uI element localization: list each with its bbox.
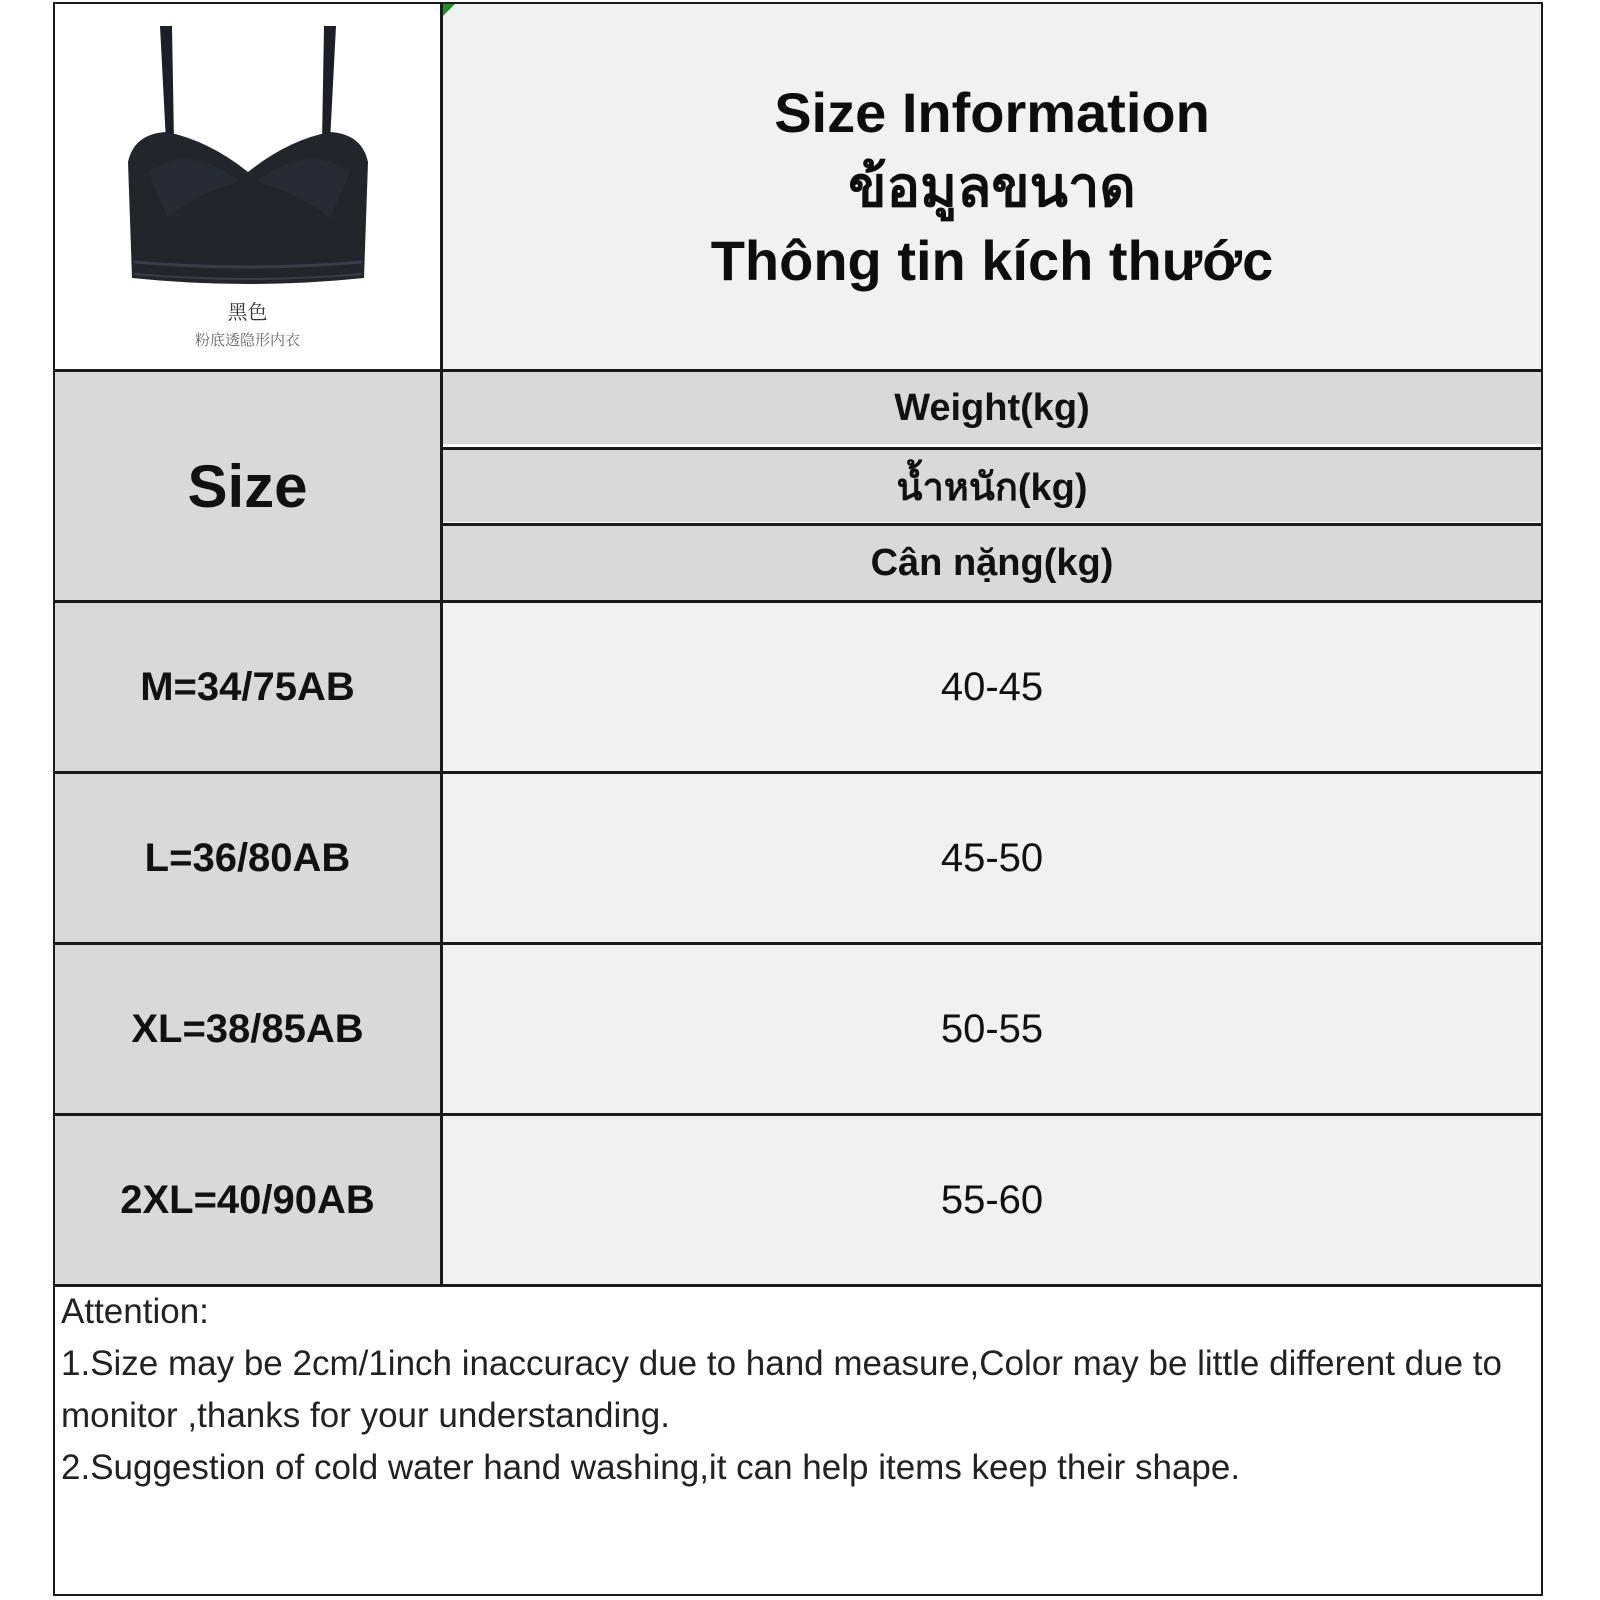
column-divider [440, 4, 443, 1287]
title-vietnamese: Thông tin kích thước [710, 228, 1274, 292]
title-english: Size Information [774, 80, 1210, 144]
table-row-weight: 55-60 [443, 1116, 1541, 1284]
size-chart [53, 2, 1543, 1596]
size-column-header: Size [55, 372, 440, 600]
note-line: 1.Size may be 2cm/1inch inaccuracy due to hand measure,Color may be little different due to monitor ,thanks for your understanding. [61, 1344, 1512, 1435]
row-divider [55, 771, 1541, 774]
row-divider [443, 523, 1541, 526]
note-heading: Attention: [61, 1292, 209, 1331]
table-row-weight: 40-45 [443, 603, 1541, 771]
title-cell [443, 4, 1541, 369]
weight-header-vietnamese: Cân nặng(kg) [443, 526, 1541, 600]
title-thai: ข้อมูลขนาด [848, 154, 1136, 218]
table-row-size: M=34/75AB [55, 603, 440, 771]
black-bra-icon [108, 22, 388, 292]
table-row-weight: 50-55 [443, 945, 1541, 1113]
table-row-size: 2XL=40/90AB [55, 1116, 440, 1284]
row-divider [443, 447, 1541, 450]
note-line: 2.Suggestion of cold water hand washing,it can help items keep their shape. [61, 1448, 1241, 1487]
row-divider [55, 942, 1541, 945]
attention-note [61, 1286, 1531, 1494]
product-color-caption: 黑色 [227, 302, 268, 324]
weight-header-english: Weight(kg) [443, 372, 1541, 444]
row-divider [55, 1113, 1541, 1116]
table-row-size: L=36/80AB [55, 774, 440, 942]
product-name-caption: 粉底透隐形内衣 [194, 332, 300, 349]
row-divider [55, 369, 1541, 372]
table-row-size: XL=38/85AB [55, 945, 440, 1113]
product-image-cell [55, 4, 440, 369]
table-row-weight: 45-50 [443, 774, 1541, 942]
row-divider [55, 600, 1541, 603]
cell-corner-marker [443, 4, 455, 16]
weight-header-thai: น้ำหนัก(kg) [443, 450, 1541, 522]
